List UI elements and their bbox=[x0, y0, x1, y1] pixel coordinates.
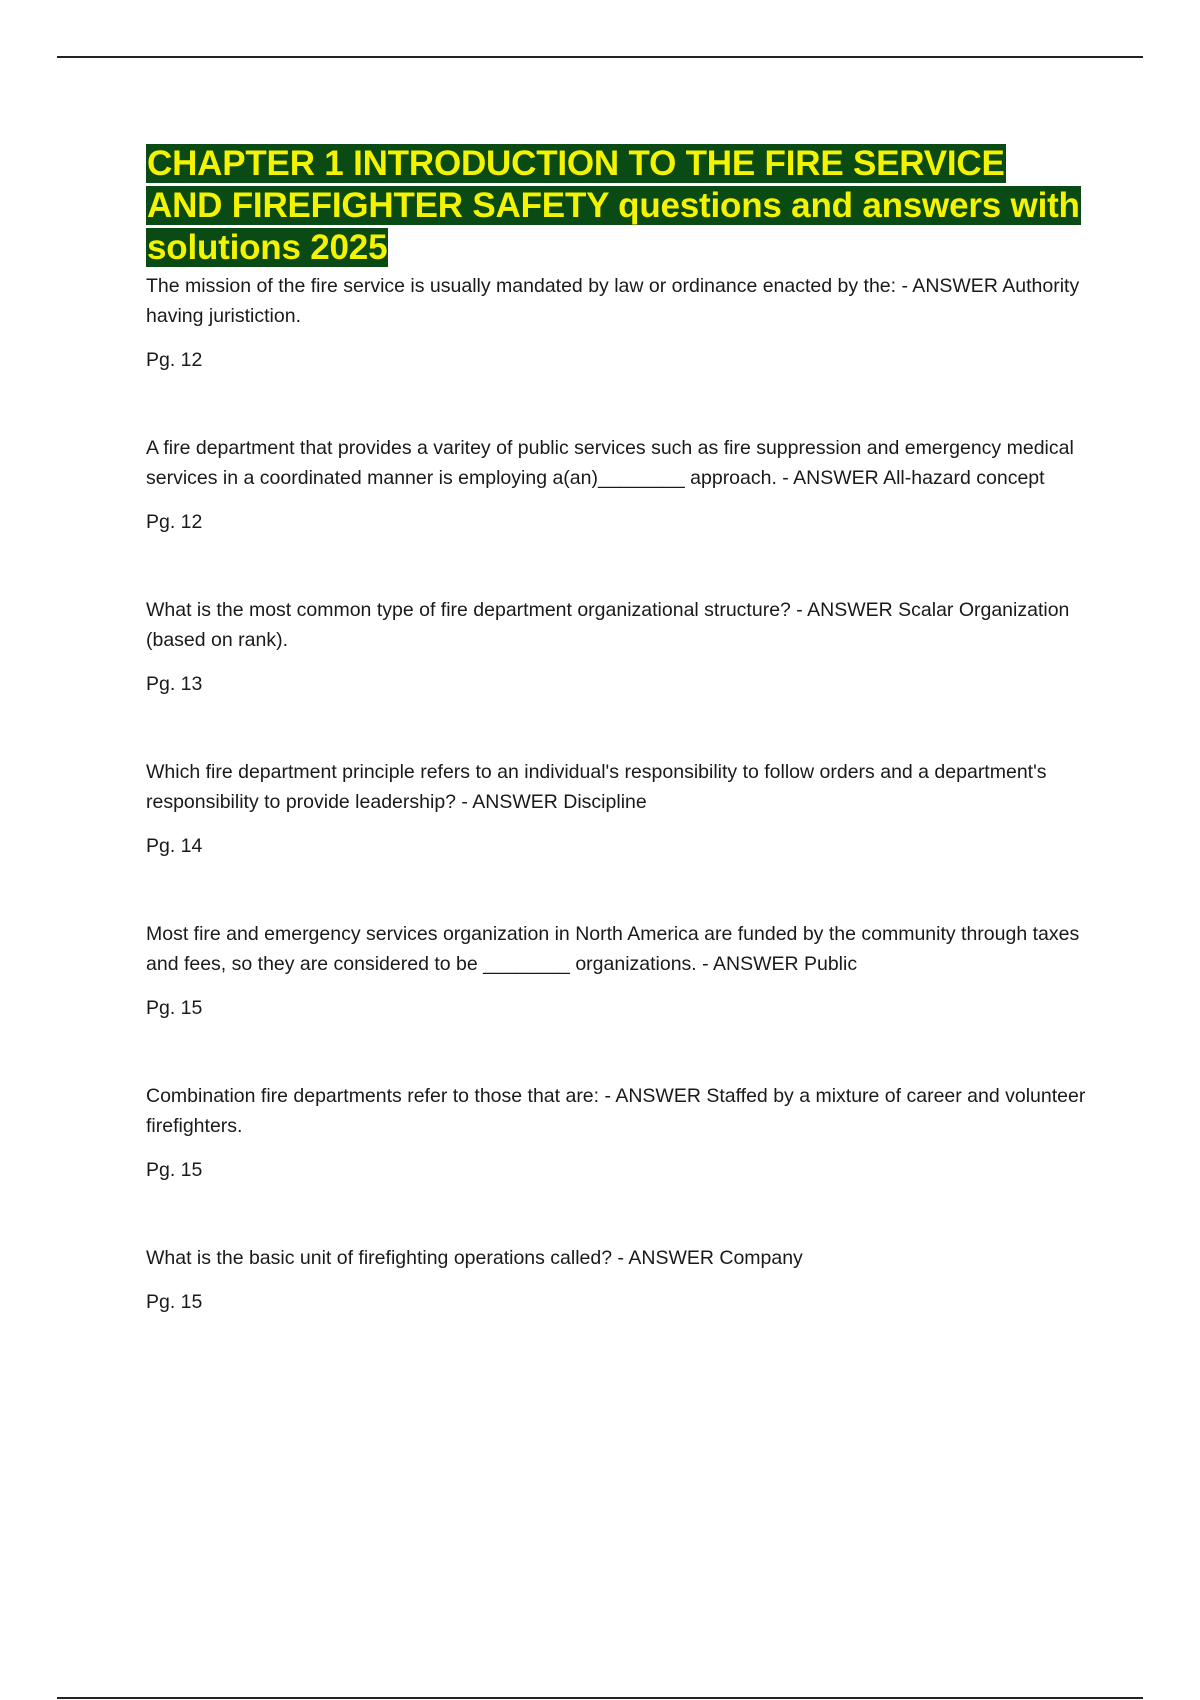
question-answer-text: Which fire department principle refers to an individual's responsibility to follow orders and a department's responsibility to provide leadership? - ANSWER Discipline bbox=[146, 761, 1047, 813]
page-reference: Pg. 14 bbox=[146, 835, 203, 857]
page-reference: Pg. 13 bbox=[146, 673, 203, 695]
question-answer-text: A fire department that provides a varitey of public services such as fire suppression and emergency medical services in a coordinated manner is employing a(an)________ approach. - ANSWER All-hazard concept bbox=[146, 437, 1074, 489]
page-reference: Pg. 15 bbox=[146, 997, 203, 1019]
qa-item bbox=[146, 595, 1086, 699]
qa-item bbox=[146, 919, 1086, 1023]
document-body bbox=[146, 143, 1086, 1317]
question-answer-text: What is the basic unit of firefighting operations called? - ANSWER Company bbox=[146, 1247, 803, 1269]
question-answer-text: What is the most common type of fire department organizational structure? - ANSWER Scalar Organization (based on rank). bbox=[146, 599, 1070, 651]
page-reference: Pg. 15 bbox=[146, 1159, 203, 1181]
qa-item bbox=[146, 433, 1086, 537]
bottom-rule bbox=[57, 1697, 1143, 1699]
qa-item bbox=[146, 1081, 1086, 1185]
question-answer-text: Most fire and emergency services organization in North America are funded by the community through taxes and fees, so they are considered to be ________ organizations. - ANSWER Public bbox=[146, 923, 1080, 975]
qa-item bbox=[146, 271, 1086, 375]
document-title bbox=[146, 143, 1086, 269]
qa-item bbox=[146, 757, 1086, 861]
qa-item bbox=[146, 1243, 1086, 1317]
page-reference: Pg. 12 bbox=[146, 511, 203, 533]
page-reference: Pg. 12 bbox=[146, 349, 203, 371]
question-answer-text: The mission of the fire service is usually mandated by law or ordinance enacted by the: - ANSWER Authority having juristiction. bbox=[146, 275, 1080, 327]
page-reference: Pg. 15 bbox=[146, 1291, 203, 1313]
top-rule bbox=[57, 56, 1143, 58]
document-title-text: CHAPTER 1 INTRODUCTION TO THE FIRE SERVICE AND FIREFIGHTER SAFETY questions and answers with solutions 2025 bbox=[147, 144, 1080, 267]
question-answer-text: Combination fire departments refer to those that are: - ANSWER Staffed by a mixture of career and volunteer firefighters. bbox=[146, 1085, 1086, 1137]
